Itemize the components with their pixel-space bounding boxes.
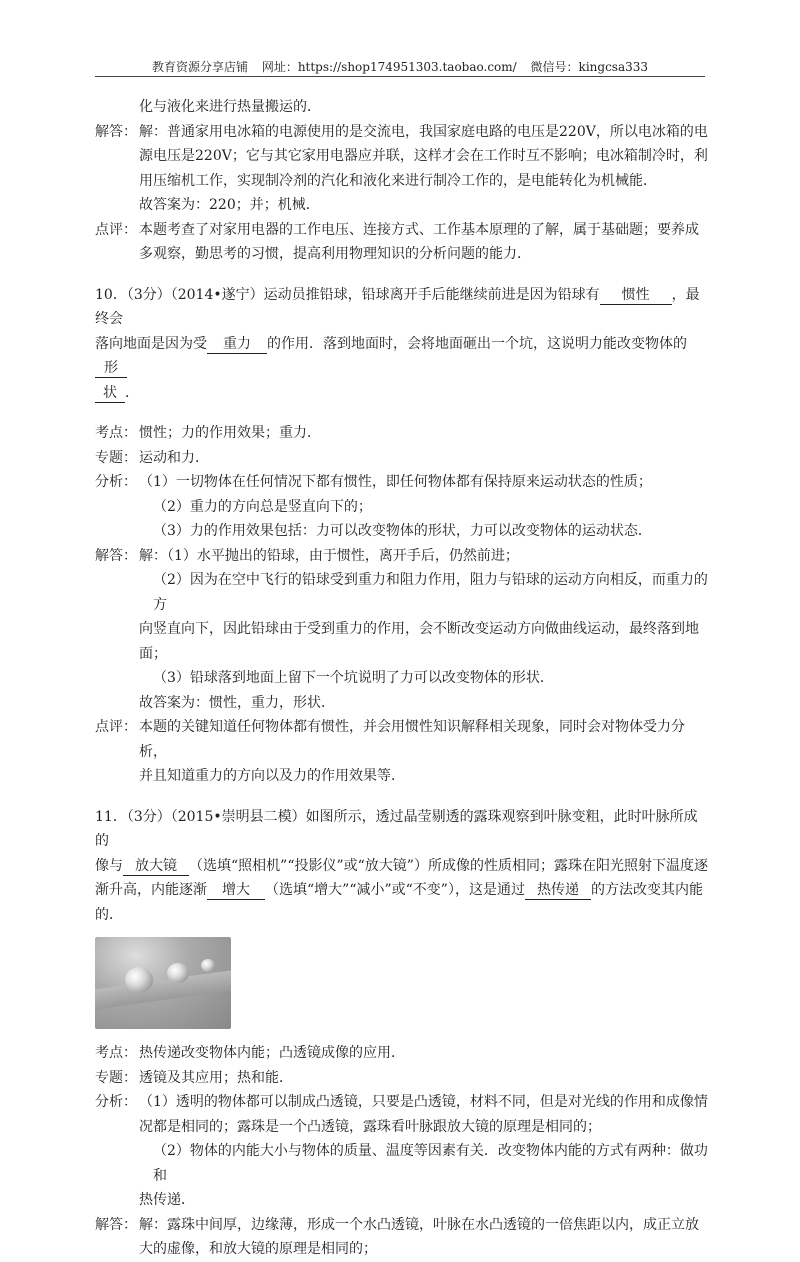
- q11-kaodian: 考点： 热传递改变物体内能；凸透镜成像的应用．: [95, 1045, 405, 1061]
- comment-label: 点评：: [95, 221, 137, 238]
- question-11: 11．（3分）（2015•崇明县二模）如图所示，透过晶莹剔透的露珠观察到叶脉变粗，此时叶脉所成的 像与 放大镜 （选填“照相机”“投影仪”或“放大镜”）所成像的性质相同；露珠在阳光照射下温度逐 渐升高，内能逐渐 增大 （选填“增大”“减小”或“不变”），这是通过 热传递 的方法改变其内能 的．: [95, 808, 708, 923]
- prev-comment: 点评： 本题考查了对家用电器的工作电压、连接方式、工作基本原理的了解，属于基础题；要养成 多观察，勤思考的习惯，提高利用物理知识的分析问题的能力．: [95, 218, 710, 267]
- blank-answer: 形: [95, 359, 127, 378]
- blank-answer: 放大镜: [123, 857, 189, 876]
- question-10: 10．（3分）（2014•遂宁）运动员推铅球，铅球离开手后能继续前进是因为铅球有 惯性 ，最终会 落向地面是因为受 重力 的作用．落到地面时，会将地面砸出一个坑，这说明力能改变物体的形 状 ．: [95, 283, 710, 406]
- header-wechat: 微信号：kingcsa333: [530, 60, 649, 74]
- blank-answer: 重力: [207, 335, 267, 354]
- blank-answer: 热传递: [525, 881, 591, 900]
- answer-label: 解答：: [95, 123, 137, 140]
- page-header: [0, 58, 800, 75]
- header-url[interactable]: 网址：https://shop174951303.taobao.com/: [261, 60, 517, 74]
- document-body: [95, 95, 710, 1262]
- header-shop: 教育资源分享店铺: [151, 60, 248, 74]
- q10-kaodian: 考点： 惯性；力的作用效果；重力．: [95, 425, 321, 441]
- question-10-stem: 10．（3分）（2014•遂宁）运动员推铅球，铅球离开手后能继续前进是因为铅球有 惯性 ，最终会: [95, 286, 700, 327]
- q10-zhuanti: 专题： 运动和力．: [95, 449, 209, 466]
- dewdrop-leaf-image: [95, 937, 231, 1029]
- q10-jieda: 解答： 解：（1）水平抛出的铅球，由于惯性，离开手后，仍然前进； （2）因为在空中飞行的铅球受到重力和阻力作用，阻力与铅球的运动方向相反，而重力的方 向竖直向下，因此铅球由于受到重力的作用，会不断改变运动方向做曲线运动，最终落到地 面； （3）铅球落到地面上留下一个坑说明了力可以改变物体的形状． 故答案为：惯性，重力，形状．: [95, 547, 708, 711]
- prev-answer: 解答： 解：普通家用电冰箱的电源使用的是交流电，我国家庭电路的电压是220V，所以电冰箱的电 源电压是220V；它与其它家用电器应并联，这样才会在工作时互不影响；电冰箱制冷时，利 用压缩机工作，实现制冷剂的汽化和液化来进行制冷工作的，是电能转化为机械能． 故答案为：220；并；机械．: [95, 120, 710, 218]
- blank-answer: 增大: [207, 881, 265, 900]
- q11-zhuanti: 专题： 透镜及其应用；热和能．: [95, 1069, 293, 1086]
- blank-answer: 状: [95, 384, 125, 403]
- header-divider: [95, 76, 705, 77]
- dewdrop: [167, 963, 189, 983]
- q11-fenxi: 分析： （1）透明的物体都可以制成凸透镜，只要是凸透镜，材料不同，但是对光线的作用和成像情 况都是相同的；露珠是一个凸透镜，露珠看叶脉跟放大镜的原理是相同的； （2）物体的内能大小与物体的质量、温度等因素有关．改变物体内能的方式有两种：做功和 热传递．: [95, 1094, 708, 1208]
- q10-dianping: 点评： 本题的关键知道任何物体都有惯性，并会用惯性知识解释相关现象，同时会对物体受力分析， 并且知道重力的方向以及力的作用效果等．: [95, 719, 685, 784]
- blank-answer: 惯性: [600, 286, 672, 305]
- q11-jieda: 解答： 解：露珠中间厚，边缘薄，形成一个水凸透镜，叶脉在水凸透镜的一倍焦距以内，成正立放 大的虚像，和放大镜的原理是相同的；: [95, 1216, 699, 1257]
- prev-analysis-tail: 化与液化来进行热量搬运的．: [139, 99, 321, 115]
- dewdrop: [125, 967, 153, 993]
- leaf-shape: [95, 967, 231, 1010]
- q10-fenxi: 分析： （1）一切物体在任何情况下都有惯性，即任何物体都有保持原来运动状态的性质； （2）重力的方向总是竖直向下的； （3）力的作用效果包括：力可以改变物体的形状，力可以改变物体的运动状态．: [95, 474, 652, 539]
- dewdrop: [201, 959, 215, 972]
